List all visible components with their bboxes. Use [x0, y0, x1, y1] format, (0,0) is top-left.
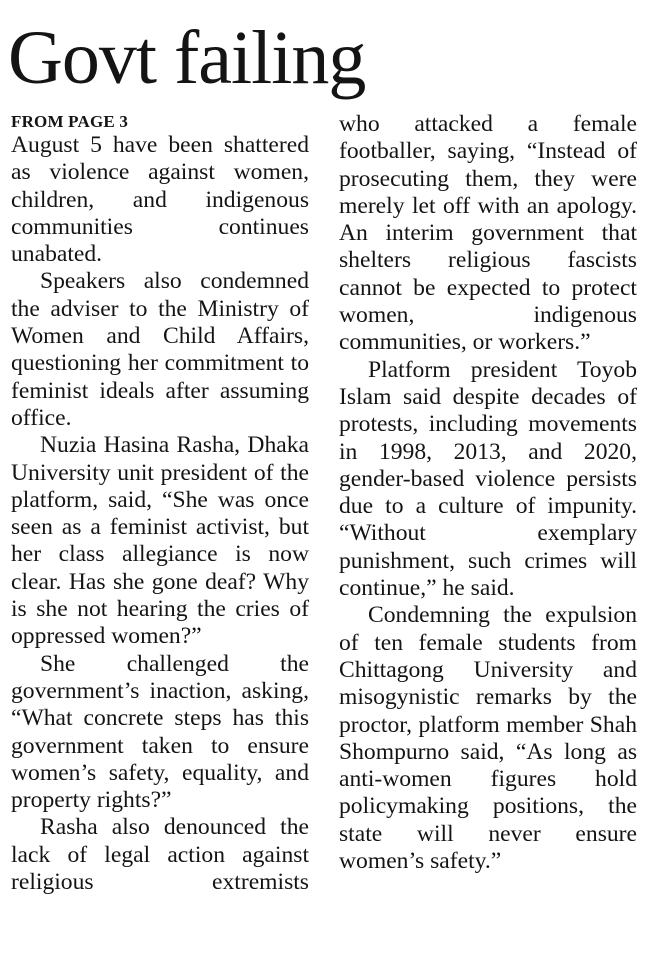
paragraph: Nuzia Hasina Rasha, Dhaka University unit president of the platform, said, “She was once seen as a feminist activist, but her class allegiance is now clear. Has she gone deaf? Why is she not hearing the cries of oppressed women?” — [11, 432, 309, 650]
article-body — [11, 110, 638, 970]
paragraph: who attacked a female footballer, saying, “Instead of prosecuting them, they were merely let off with an apology. An interim government that shelters religious fascists cannot be expected to protect women, indigenous communities, or workers.” — [339, 111, 637, 356]
paragraph: Rasha also denounced the lack of legal action against religious extremists — [11, 814, 309, 896]
right-column — [339, 110, 637, 875]
paragraph: Platform president Toyob Islam said despite decades of protests, including movements in 1998, 2013, and 2020, gender-based violence persists due to a culture of impunity. “Without exemplary punishment, such crimes will continue,” he said. — [339, 356, 637, 602]
headline: Govt failing — [8, 16, 366, 100]
paragraph: Condemning the expulsion of ten female students from Chittagong University and misogynistic remarks by the proctor, platform member Shah Shompurno said, “As long as anti-women figures hold policymaking positions, the state will never ensure women’s safety.” — [339, 602, 637, 875]
paragraph: August 5 have been shattered as violence against women, children, and indigenous communities continues unabated. — [11, 132, 309, 268]
paragraph: She challenged the government’s inaction, asking, “What concrete steps has this government taken to ensure women’s safety, equality, and property rights?” — [11, 650, 309, 814]
paragraph: Speakers also condemned the adviser to the Ministry of Women and Child Affairs, questioning her commitment to feminist ideals after assuming office. — [11, 268, 309, 431]
left-column — [11, 110, 309, 896]
continuation-kicker: FROM PAGE 3 — [11, 112, 129, 131]
